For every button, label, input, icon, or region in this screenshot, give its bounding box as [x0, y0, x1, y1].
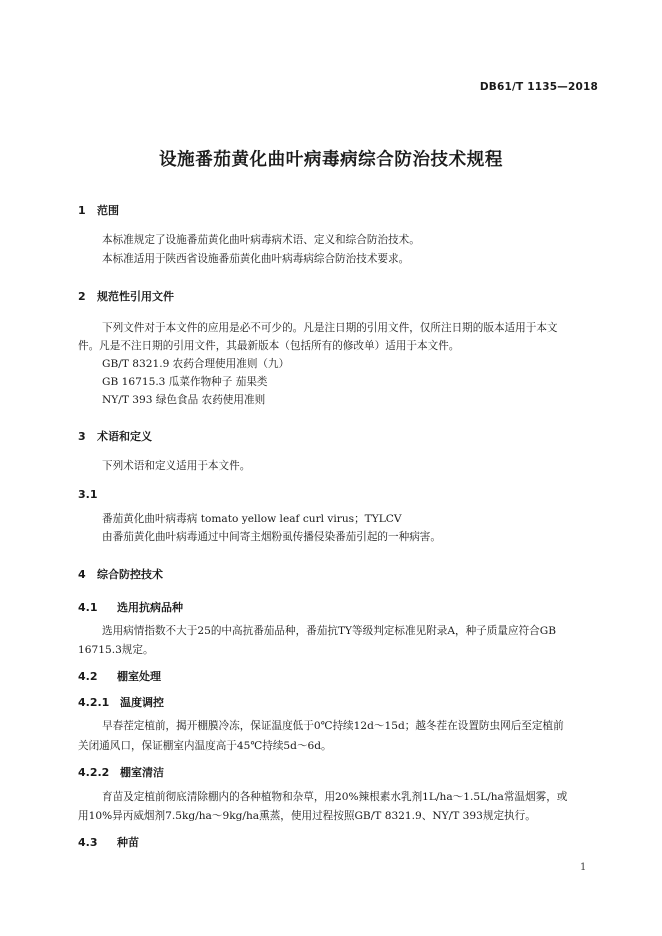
document-title: 设施番茄黄化曲叶病毒病综合防治技术规程 — [159, 150, 503, 170]
section-number: 2 — [78, 290, 86, 303]
clause-4-2-2-heading — [78, 764, 164, 780]
section-1-paragraph-1: 本标准规定了设施番茄黄化曲叶病毒病术语、定义和综合防治技术。 — [102, 234, 420, 246]
section-1-heading — [78, 202, 119, 218]
clause-number: 4.2 — [78, 670, 98, 683]
section-2-heading — [78, 288, 174, 304]
clause-4-2-2-paragraph-line-2: 用10%异丙威烟剂7.5kg/ha～9kg/ha熏蒸，使用过程按照GB/T 8321.9、NY/T 393规定执行。 — [78, 810, 536, 822]
term-definition: 由番茄黄化曲叶病毒通过中间寄主烟粉虱传播侵染番茄引起的一种病害。 — [102, 531, 441, 543]
clause-4-2-1-paragraph-line-1: 早春茬定植前，揭开棚膜冷冻，保证温度低于0℃持续12d～15d；越冬茬在设置防虫网后至定植前 — [102, 720, 564, 732]
section-4-heading — [78, 566, 163, 582]
section-3-heading — [78, 428, 152, 444]
clause-4-1-paragraph-line-2: 16715.3规定。 — [78, 644, 154, 656]
clause-4-2-1-heading — [78, 694, 164, 710]
normative-reference: GB/T 8321.9 农药合理使用准则（九） — [102, 358, 290, 370]
normative-reference: NY/T 393 绿色食品 农药使用准则 — [102, 394, 266, 406]
section-title: 规范性引用文件 — [97, 290, 174, 303]
clause-4-3-heading — [78, 834, 139, 850]
clause-4-1-paragraph-line-1: 选用病情指数不大于25的中高抗番茄品种，番茄抗TY等级判定标准见附录A，种子质量应符合GB — [102, 625, 556, 637]
clause-3-1-number: 3.1 — [78, 488, 98, 501]
section-number: 1 — [78, 204, 86, 217]
clause-title: 温度调控 — [120, 696, 164, 709]
clause-number: 4.1 — [78, 601, 98, 614]
page-number: 1 — [580, 862, 587, 873]
section-number: 4 — [78, 568, 86, 581]
clause-number: 4.3 — [78, 836, 98, 849]
section-2-paragraph-line-1: 下列文件对于本文件的应用是必不可少的。凡是注日期的引用文件，仅所注日期的版本适用于本文 — [102, 322, 558, 334]
clause-number: 4.2.2 — [78, 766, 110, 779]
section-title: 术语和定义 — [97, 430, 152, 443]
standard-code: DB61/T 1135—2018 — [479, 81, 598, 93]
clause-4-2-2-paragraph-line-1: 育苗及定植前彻底清除棚内的各种植物和杂草，用20%辣根素水乳剂1L/ha～1.5L/ha常温烟雾，或 — [102, 791, 568, 803]
section-title: 范围 — [97, 204, 119, 217]
term-entry: 番茄黄化曲叶病毒病 tomato yellow leaf curl virus；TYLCV — [102, 513, 402, 525]
clause-title: 种苗 — [117, 836, 139, 849]
clause-number: 4.2.1 — [78, 696, 110, 709]
clause-title: 棚室处理 — [117, 670, 161, 683]
clause-title: 选用抗病品种 — [117, 601, 183, 614]
normative-reference: GB 16715.3 瓜菜作物种子 茄果类 — [102, 376, 268, 388]
section-1-paragraph-2: 本标准适用于陕西省设施番茄黄化曲叶病毒病综合防治技术要求。 — [102, 253, 410, 265]
clause-4-2-heading — [78, 668, 161, 684]
clause-4-2-1-paragraph-line-2: 关闭通风口，保证棚室内温度高于45℃持续5d～6d。 — [78, 740, 332, 752]
clause-title: 棚室清洁 — [120, 766, 164, 779]
section-2-paragraph-line-2: 件。凡是不注日期的引用文件，其最新版本（包括所有的修改单）适用于本文件。 — [78, 340, 460, 352]
section-title: 综合防控技术 — [97, 568, 163, 581]
section-number: 3 — [78, 430, 86, 443]
section-3-paragraph: 下列术语和定义适用于本文件。 — [102, 460, 251, 472]
clause-4-1-heading — [78, 599, 183, 615]
